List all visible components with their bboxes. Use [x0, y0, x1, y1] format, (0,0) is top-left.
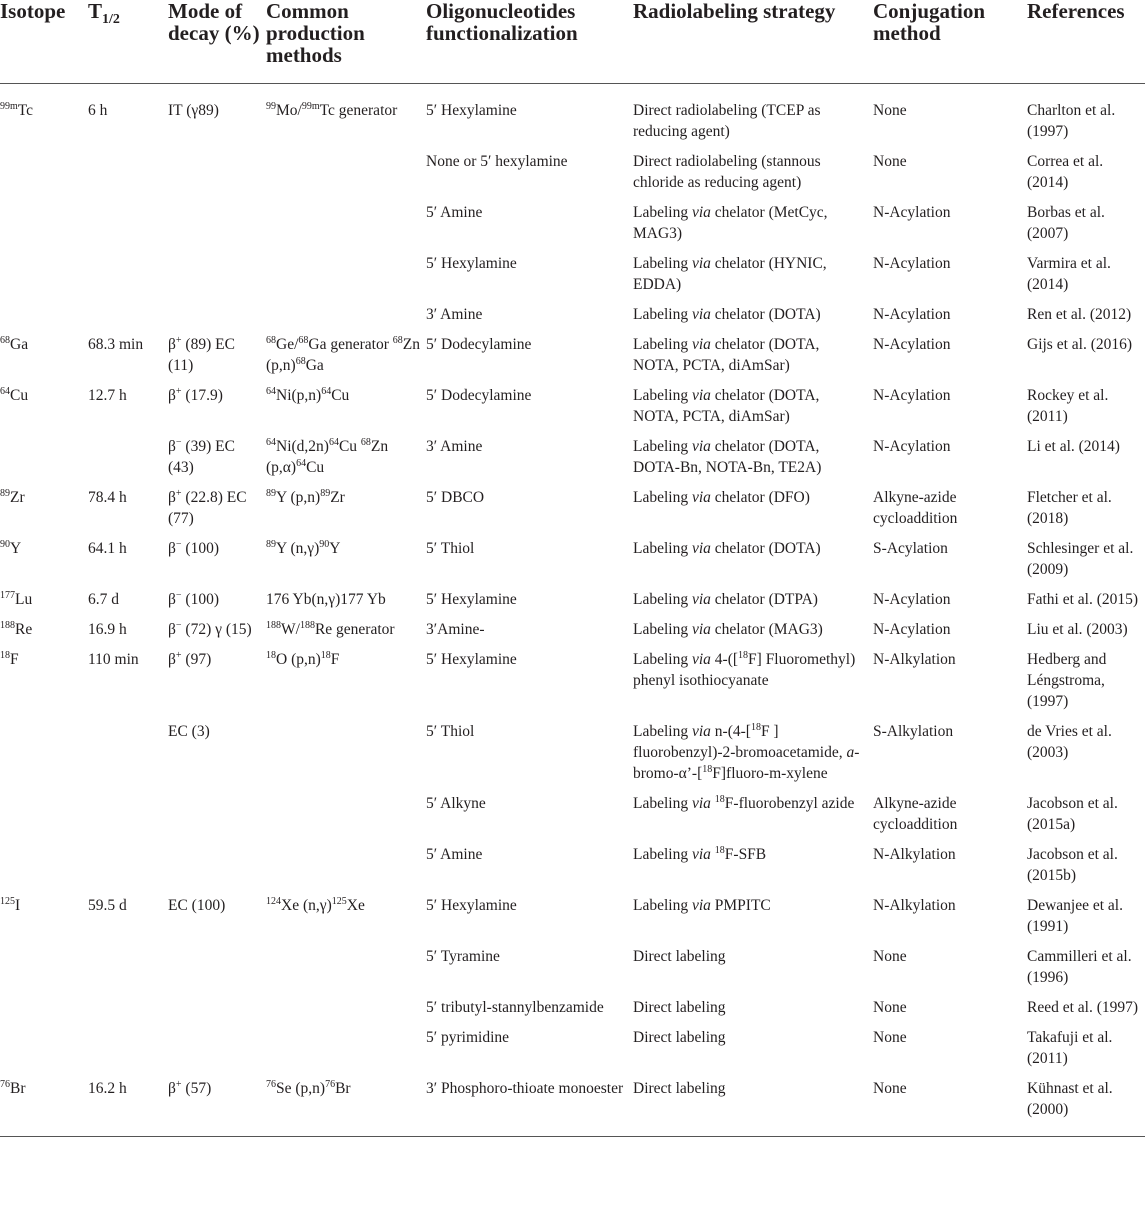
cell-conjugation: N-Acylation: [873, 387, 951, 404]
cell-decay: [168, 946, 266, 997]
cell-functionalization: 5′ DBCO: [426, 489, 485, 506]
cell-isotope: [0, 946, 88, 997]
cell-isotope: [0, 844, 88, 895]
cell-decay: β+ (57): [168, 1078, 266, 1137]
table-row: [0, 334, 1145, 385]
cell-production: [266, 793, 426, 844]
table-row: [0, 385, 1145, 436]
cell-functionalization: 5′ Thiol: [426, 723, 475, 740]
cell-references: Dewanjee et al. (1991): [1027, 897, 1123, 935]
cell-decay: [168, 253, 266, 304]
cell-conjugation: Alkyne-azide cycloaddition: [873, 795, 958, 833]
header-half-life: $T_{1/2}$: [88, 0, 168, 84]
cell-production: [266, 253, 426, 304]
cell-functionalization: 5′ Hexylamine: [426, 591, 517, 608]
cell-half-life: [88, 151, 168, 202]
cell-strategy: Labeling via chelator (MAG3): [633, 621, 823, 638]
cell-strategy: Direct labeling: [633, 1078, 873, 1137]
cell-half-life: 6.7 d: [88, 591, 119, 608]
cell-references: Kühnast et al. (2000): [1027, 1078, 1145, 1137]
cell-production: $^{64}Ni(p,n)^{64}Cu$: [266, 386, 350, 404]
cell-half-life: 110 min: [88, 651, 139, 668]
table-row: [0, 487, 1145, 538]
cell-isotope: [0, 721, 88, 793]
cell-functionalization: 5′ Hexylamine: [426, 102, 517, 119]
cell-half-life: [88, 721, 168, 793]
cell-functionalization: 5′ Hexylamine: [426, 897, 517, 914]
table-row: [0, 619, 1145, 649]
cell-strategy: Labeling via chelator (DOTA, NOTA, PCTA, diAmSar): [633, 387, 820, 425]
cell-conjugation: N-Acylation: [873, 306, 951, 323]
cell-isotope: $^{68}$Ga: [0, 335, 29, 353]
table-row: [0, 84, 1145, 152]
cell-decay: EC (100): [168, 897, 226, 914]
cell-conjugation: None: [873, 102, 907, 119]
cell-production: [266, 946, 426, 997]
table-row: [0, 946, 1145, 997]
cell-strategy: Labeling via 4-([$^{18}$F] Fluoromethyl) phenyl isothiocyanate: [633, 650, 856, 689]
cell-conjugation: N-Acylation: [873, 591, 951, 608]
table-row: [0, 253, 1145, 304]
cell-references: Hedberg and Léngstroma, (1997): [1027, 651, 1107, 710]
cell-functionalization: 5′ Alkyne: [426, 795, 486, 812]
cell-conjugation: S-Alkylation: [873, 723, 954, 740]
cell-references: Jacobson et al. (2015a): [1027, 795, 1118, 833]
cell-conjugation: None: [873, 999, 907, 1016]
cell-references: Fathi et al. (2015): [1027, 591, 1139, 608]
cell-functionalization: 5′ Dodecylamine: [426, 336, 532, 353]
cell-decay: [168, 997, 266, 1027]
cell-production: $^{64}Ni(d,2n)^{64}Cu$ $^{68}$Zn $(p,\alpha)^{64}Cu$: [266, 437, 389, 476]
cell-conjugation: N-Alkylation: [873, 846, 956, 863]
cell-half-life: [88, 253, 168, 304]
cell-conjugation: None: [873, 948, 907, 965]
cell-references: Varmira et al. (2014): [1027, 255, 1111, 293]
cell-half-life: 6 h: [88, 102, 108, 119]
cell-conjugation: None: [873, 153, 907, 170]
cell-conjugation: N-Acylation: [873, 438, 951, 455]
cell-decay: β+ (22.8) EC (77): [168, 488, 247, 527]
cell-strategy: Labeling via chelator (HYNIC, EDDA): [633, 255, 827, 293]
cell-half-life: [88, 844, 168, 895]
cell-production: $^{188}$W/$^{188}$Re generator: [266, 620, 395, 638]
table-row: [0, 151, 1145, 202]
cell-decay: β− (39) EC (43): [168, 437, 235, 476]
cell-isotope: [0, 997, 88, 1027]
cell-production: $^{76}$Se $(p,n)^{76}Br$: [266, 1078, 426, 1137]
cell-references: Charlton et al. (1997): [1027, 102, 1116, 140]
table-row: [0, 436, 1145, 487]
cell-production: [266, 1027, 426, 1078]
header-production: Common production methods: [266, 0, 426, 84]
cell-isotope: [0, 304, 88, 334]
cell-half-life: [88, 436, 168, 487]
cell-production: [266, 202, 426, 253]
cell-half-life: 16.9 h: [88, 621, 127, 638]
cell-production: $^{89}$Y $(p,n)^{89}Zr$: [266, 488, 345, 506]
cell-production: $^{89}$Y $(n,\gamma)^{90}Y$: [266, 539, 341, 557]
cell-strategy: Labeling via $^{18}$F-SFB: [633, 845, 767, 863]
cell-isotope: [0, 253, 88, 304]
cell-references: Jacobson et al. (2015b): [1027, 846, 1118, 884]
cell-isotope: [0, 151, 88, 202]
cell-conjugation: N-Acylation: [873, 204, 951, 221]
cell-references: de Vries et al. (2003): [1027, 723, 1112, 761]
cell-references: Li et al. (2014): [1027, 438, 1120, 455]
cell-isotope: $^{90}$Y: [0, 539, 22, 557]
cell-conjugation: None: [873, 1078, 1027, 1137]
cell-strategy: Labeling via chelator (DOTA, NOTA, PCTA, diAmSar): [633, 336, 820, 374]
cell-functionalization: 5′ Amine: [426, 204, 483, 221]
cell-strategy: Direct labeling: [633, 1029, 726, 1046]
cell-isotope: $^{89}$Zr: [0, 488, 25, 506]
cell-production: $^{99}$Mo/$^{99m}$Tc generator: [266, 101, 398, 119]
cell-functionalization: 5′ Hexylamine: [426, 651, 517, 668]
cell-conjugation: N-Acylation: [873, 336, 951, 353]
cell-strategy: Direct radiolabeling (TCEP as reducing agent): [633, 102, 821, 140]
table-row: [0, 1078, 1145, 1137]
cell-decay: β+ (89) EC (11): [168, 335, 235, 374]
cell-production: $^{18}$O $(p,n)^{18}F$: [266, 650, 340, 668]
cell-production: [266, 151, 426, 202]
table-row: [0, 793, 1145, 844]
cell-production: [266, 844, 426, 895]
cell-isotope: $^{99m}$Tc: [0, 101, 34, 119]
cell-strategy: Labeling via chelator (DOTA, DOTA-Bn, NOTA-Bn, TE2A): [633, 438, 822, 476]
cell-functionalization: 3′ Phosphoro-thioate monoester: [426, 1078, 633, 1137]
table-row: [0, 649, 1145, 721]
cell-references: Schlesinger et al. (2009): [1027, 540, 1134, 578]
cell-conjugation: S-Acylation: [873, 540, 948, 557]
cell-references: Borbas et al. (2007): [1027, 204, 1105, 242]
cell-functionalization: 5′ Amine: [426, 846, 483, 863]
cell-references: Reed et al. (1997): [1027, 999, 1139, 1016]
cell-isotope: [0, 793, 88, 844]
cell-strategy: Labeling via chelator (DOTA): [633, 540, 821, 557]
cell-references: Liu et al. (2003): [1027, 621, 1128, 638]
cell-isotope: $^{76}$Br: [0, 1078, 88, 1137]
header-isotope: Isotope: [0, 0, 88, 84]
cell-decay: IT (γ89): [168, 102, 219, 119]
header-conjugation: Conjugation method: [873, 0, 1027, 84]
header-functionalization: Oligonucleotides functionalization: [426, 0, 633, 84]
cell-functionalization: 5′ Dodecylamine: [426, 387, 532, 404]
cell-functionalization: 5′ Tyramine: [426, 948, 500, 965]
cell-functionalization: 3′Amine-: [426, 621, 485, 638]
cell-half-life: 16.2 h: [88, 1078, 168, 1137]
cell-decay: β+ (17.9): [168, 386, 223, 404]
header-strategy: Radiolabeling strategy: [633, 0, 873, 84]
cell-conjugation: N-Acylation: [873, 621, 951, 638]
table-row: [0, 721, 1145, 793]
cell-strategy: Labeling via PMPITC: [633, 897, 771, 914]
cell-conjugation: N-Alkylation: [873, 897, 956, 914]
cell-strategy: Direct labeling: [633, 948, 726, 965]
cell-isotope: [0, 1027, 88, 1078]
cell-production: [266, 304, 426, 334]
cell-production: $^{68}$Ge/$^{68}$Ga generator $^{68}$Zn $(p,n)^{68}Ga$: [266, 335, 420, 374]
header-row: [0, 0, 1145, 84]
cell-decay: [168, 844, 266, 895]
cell-conjugation: Alkyne-azide cycloaddition: [873, 489, 958, 527]
cell-strategy: Labeling via chelator (DOTA): [633, 306, 821, 323]
cell-isotope: $^{18}$F: [0, 650, 19, 668]
cell-strategy: Labeling via chelator (DFO): [633, 489, 810, 506]
cell-isotope: $^{177}$Lu: [0, 590, 33, 608]
cell-strategy: Labeling via n-(4-[$^{18}$F ] fluorobenzyl)-2-bromoacetamide, a-bromo-α’-[$^{18}$F]fluoro-m-xylene: [633, 722, 860, 782]
cell-half-life: [88, 304, 168, 334]
cell-decay: β− (100): [168, 539, 219, 557]
cell-conjugation: None: [873, 1029, 907, 1046]
cell-decay: β− (72) γ (15): [168, 620, 252, 638]
cell-functionalization: 3′ Amine: [426, 438, 483, 455]
cell-decay: [168, 793, 266, 844]
cell-isotope: [0, 202, 88, 253]
cell-half-life: 12.7 h: [88, 387, 127, 404]
cell-functionalization: None or 5′ hexylamine: [426, 153, 568, 170]
cell-references: Correa et al. (2014): [1027, 153, 1104, 191]
cell-conjugation: N-Alkylation: [873, 651, 956, 668]
cell-half-life: 64.1 h: [88, 540, 127, 557]
cell-production: $^{124}$Xe $(n,\gamma)^{125}Xe$: [266, 896, 365, 914]
table-row: [0, 1027, 1145, 1078]
cell-functionalization: 5′ pyrimidine: [426, 1029, 510, 1046]
cell-functionalization: 5′ tributyl-stannylbenzamide: [426, 999, 604, 1016]
cell-decay: [168, 304, 266, 334]
cell-references: Cammilleri et al. (1996): [1027, 948, 1132, 986]
table-row: [0, 202, 1145, 253]
table-row: [0, 844, 1145, 895]
cell-half-life: [88, 202, 168, 253]
cell-strategy: Labeling via chelator (MetCyc, MAG3): [633, 204, 828, 242]
cell-decay: β− (100): [168, 590, 219, 608]
cell-production: [266, 997, 426, 1027]
cell-isotope: $^{64}$Cu: [0, 386, 29, 404]
table-row: [0, 895, 1145, 946]
cell-half-life: [88, 793, 168, 844]
cell-strategy: Labeling via chelator (DTPA): [633, 591, 818, 608]
cell-functionalization: 5′ Hexylamine: [426, 255, 517, 272]
cell-strategy: Direct radiolabeling (stannous chloride as reducing agent): [633, 153, 821, 191]
table-row: [0, 997, 1145, 1027]
cell-production: [266, 721, 426, 793]
cell-half-life: [88, 997, 168, 1027]
cell-references: Gijs et al. (2016): [1027, 336, 1133, 353]
cell-conjugation: N-Acylation: [873, 255, 951, 272]
cell-decay: β+ (97): [168, 650, 212, 668]
header-decay: Mode of decay (%): [168, 0, 266, 84]
cell-decay: [168, 202, 266, 253]
cell-decay: EC (3): [168, 723, 210, 740]
table-row: [0, 538, 1145, 589]
cell-half-life: 68.3 min: [88, 336, 144, 353]
cell-isotope: $^{188}$Re: [0, 620, 33, 638]
cell-strategy: Labeling via $^{18}$F-fluorobenzyl azide: [633, 794, 855, 812]
cell-functionalization: 3′ Amine: [426, 306, 483, 323]
table-row: [0, 304, 1145, 334]
cell-half-life: [88, 1027, 168, 1078]
cell-references: Rockey et al. (2011): [1027, 387, 1109, 425]
cell-half-life: [88, 946, 168, 997]
header-references: References: [1027, 0, 1145, 84]
cell-half-life: 59.5 d: [88, 897, 127, 914]
cell-isotope: $^{125}$I: [0, 896, 21, 914]
cell-isotope: [0, 436, 88, 487]
cell-functionalization: 5′ Thiol: [426, 540, 475, 557]
cell-references: Takafuji et al. (2011): [1027, 1029, 1113, 1067]
cell-decay: [168, 1027, 266, 1078]
table-row: [0, 589, 1145, 619]
cell-production: 176 Yb(n,γ)177 Yb: [266, 591, 386, 608]
cell-references: Fletcher et al. (2018): [1027, 489, 1112, 527]
table-body: [0, 84, 1145, 1137]
cell-strategy: Direct labeling: [633, 999, 726, 1016]
cell-decay: [168, 151, 266, 202]
cell-references: Ren et al. (2012): [1027, 306, 1132, 323]
cell-half-life: 78.4 h: [88, 489, 127, 506]
